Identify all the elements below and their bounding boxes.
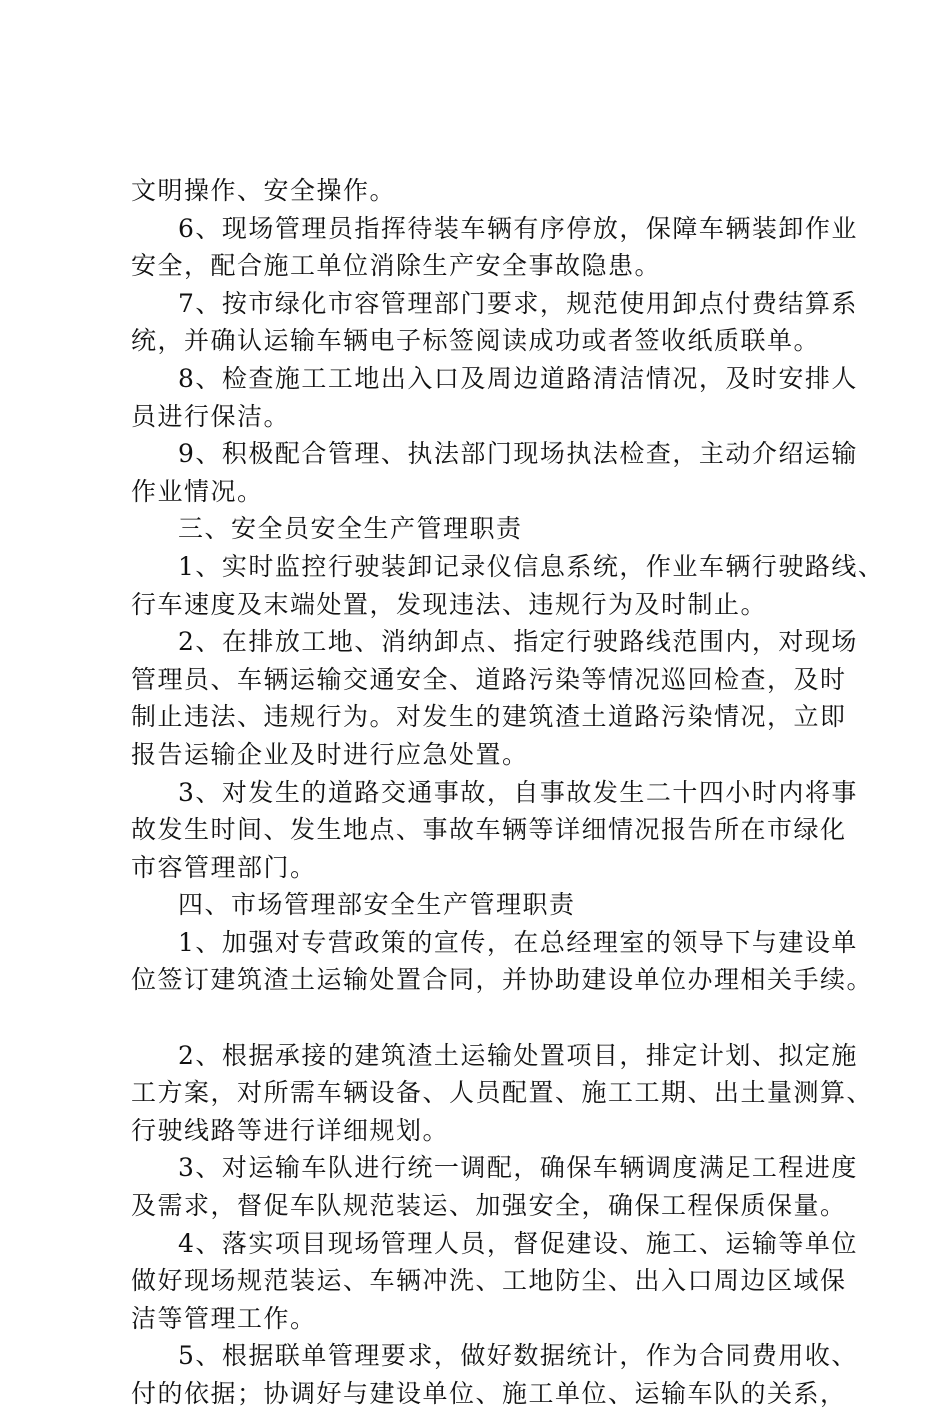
safety-item-2-line-1: 2、在排放工地、消纳卸点、指定行驶路线范围内，对现场 — [178, 627, 858, 657]
market-item-5-line-2: 付的依据；协调好与建设单位、施工单位、运输车队的关系， — [131, 1379, 847, 1408]
blank-line — [131, 999, 831, 1037]
safety-item-2-line-3: 制止违法、违规行为。对发生的建筑渣土道路污染情况，立即 — [131, 702, 847, 732]
section-heading-safety-officer: 三、安全员安全生产管理职责 — [178, 514, 523, 544]
safety-item-2-line-2: 管理员、车辆运输交通安全、道路污染等情况巡回检查，及时 — [131, 664, 847, 694]
market-item-2-line-3: 行驶线路等进行详细规划。 — [131, 1115, 450, 1145]
market-item-4-line-2: 做好现场规范装运、车辆冲洗、工地防尘、出入口周边区域保 — [131, 1266, 847, 1296]
market-item-4-line-3: 洁等管理工作。 — [131, 1303, 317, 1333]
list-item-6-line-2: 安全，配合施工单位消除生产安全事故隐患。 — [131, 251, 662, 281]
safety-item-2-line-4: 报告运输企业及时进行应急处置。 — [131, 739, 529, 769]
list-item-9-line-2: 作业情况。 — [131, 476, 264, 506]
list-item-8-line-2: 员进行保洁。 — [131, 401, 291, 431]
list-item-8-line-1: 8、检查施工工地出入口及周边道路清洁情况，及时安排人 — [178, 363, 858, 393]
market-item-2-line-1: 2、根据承接的建筑渣土运输处置项目，排定计划、拟定施 — [178, 1040, 858, 1070]
market-item-1-line-1: 1、加强对专营政策的宣传，在总经理室的领导下与建设单 — [178, 927, 858, 957]
section-heading-market-dept: 四、市场管理部安全生产管理职责 — [178, 890, 576, 920]
safety-item-1-line-2: 行车速度及末端处置，发现违法、违规行为及时制止。 — [131, 589, 768, 619]
list-item-6-line-1: 6、现场管理员指挥待装车辆有序停放，保障车辆装卸作业 — [178, 213, 858, 243]
safety-item-3-line-3: 市容管理部门。 — [131, 852, 317, 882]
body-text-line: 文明操作、安全操作。 — [131, 176, 397, 205]
market-item-3-line-1: 3、对运输车队进行统一调配，确保车辆调度满足工程进度 — [178, 1153, 858, 1183]
list-item-7-line-2: 统，并确认运输车辆电子标签阅读成功或者签收纸质联单。 — [131, 326, 821, 356]
market-item-5-line-1: 5、根据联单管理要求，做好数据统计，作为合同费用收、 — [178, 1341, 858, 1371]
safety-item-1-line-1: 1、实时监控行驶装卸记录仪信息系统，作业车辆行驶路线、 — [178, 551, 885, 581]
market-item-3-line-2: 及需求，督促车队规范装运、加强安全，确保工程保质保量。 — [131, 1191, 847, 1221]
market-item-4-line-1: 4、落实项目现场管理人员，督促建设、施工、运输等单位 — [178, 1228, 858, 1258]
market-item-1-line-2: 位签订建筑渣土运输处置合同，并协助建设单位办理相关手续。 — [131, 965, 874, 995]
document-body — [131, 172, 885, 1413]
safety-item-3-line-2: 故发生时间、发生地点、事故车辆等详细情况报告所在市绿化 — [131, 815, 847, 845]
list-item-7-line-1: 7、按市绿化市容管理部门要求，规范使用卸点付费结算系 — [178, 288, 858, 318]
list-item-9-line-1: 9、积极配合管理、执法部门现场执法检查，主动介绍运输 — [178, 439, 858, 469]
market-item-2-line-2: 工方案，对所需车辆设备、人员配置、施工工期、出土量测算、 — [131, 1078, 874, 1108]
safety-item-3-line-1: 3、对发生的道路交通事故，自事故发生二十四小时内将事 — [178, 777, 858, 807]
